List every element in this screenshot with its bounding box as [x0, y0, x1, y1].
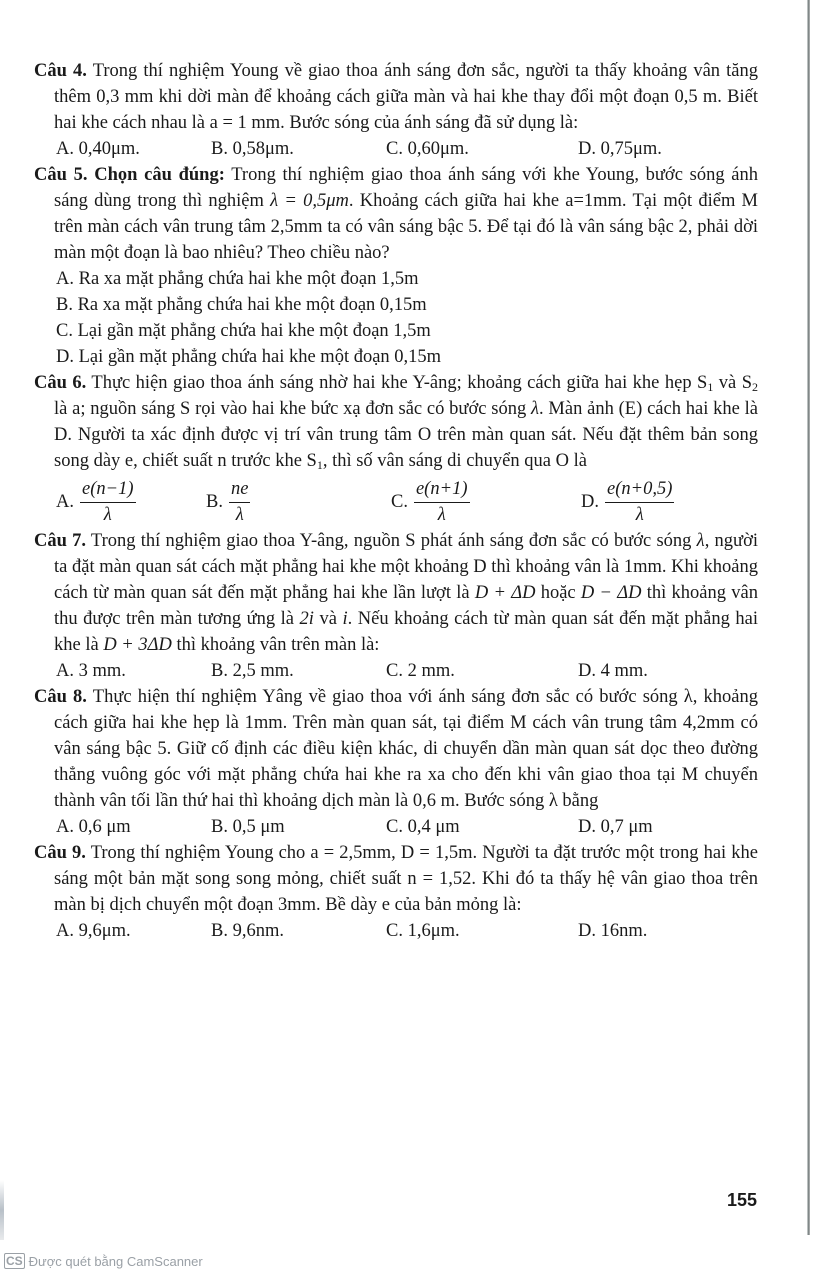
- option-d: D. 0,7 μm: [578, 817, 653, 837]
- denominator: λ: [103, 505, 112, 525]
- scan-page-edge: [807, 0, 810, 1235]
- question-9: [34, 840, 758, 944]
- option-a: A. 9,6μm.: [56, 921, 131, 941]
- question-text: . Khoảng cách giữa hai khe a=1mm. Tại một điểm M trên màn cách vân trung tâm 2,5mm ta có vân sáng bậc 5. Để tại đó là vân sáng bậc 2, phải dời màn một đoạn là bao nhiêu? Theo chiều nào?: [54, 191, 759, 263]
- question-text: Trong thí nghiệm giao thoa Y-âng, nguồn S phát ánh sáng đơn sắc có bước sóng: [90, 531, 697, 551]
- option-b: B. 9,6nm.: [211, 921, 284, 941]
- question-text: và: [313, 609, 343, 629]
- question-text: Trong thí nghiệm Young về giao thoa ánh sáng đơn sắc, người ta thấy khoảng vân tăng thêm 0,3 mm khi dời màn để khoảng cách giữa màn và hai khe thay đổi một đoạn 0,5 m. Biết hai khe cách nhau là a = 1 mm. Bước sóng của ánh sáng đã sử dụng là:: [54, 61, 758, 133]
- subscript: 1: [316, 458, 323, 472]
- math-expression: D + ΔD: [474, 583, 536, 603]
- fraction: [605, 477, 674, 527]
- option-c: C. Lại gần mặt phẳng chứa hai khe một đoạn 1,5m: [56, 321, 431, 341]
- question-text: Thực hiện thí nghiệm Yâng về giao thoa với ánh sáng đơn sắc có bước sóng λ, khoảng cách giữa hai khe hẹp là 1mm. Trên màn quan sát, tại điểm M cách vân trung tâm 4,2mm có vân sáng bậc 5. Giữ cố định các điều kiện khác, di chuyển dần màn quan sát dọc theo đường thẳng vuông góc với mặt phẳng chứa hai khe ra xa cho đến khi vân giao thoa tại M chuyển thành vân tối lần thứ hai thì khoảng dịch màn là 0,6 m. Bước sóng λ bằng: [54, 687, 758, 811]
- numerator: e(n−1): [80, 477, 136, 503]
- math-expression: D + 3ΔD: [103, 635, 172, 655]
- subscript: 1: [707, 380, 714, 394]
- question-text: Trong thí nghiệm giao thoa ánh sáng với khe Young, bước sóng ánh sáng dùng trong thì nghiệm: [54, 165, 759, 211]
- answer-options: [34, 918, 758, 944]
- option-b: B. Ra xa mặt phẳng chứa hai khe một đoạn 0,15m: [56, 295, 427, 315]
- question-text: thì khoảng vân thu được trên màn tương ứng là: [54, 583, 758, 629]
- question-text: . Màn ảnh (E) cách hai khe là D. Người ta xác định được vị trí vân trung tâm O trên màn quan sát. Nếu đặt thêm bản song song dày e, chiết suất n trước khe S: [54, 399, 758, 471]
- lambda-symbol: λ: [696, 531, 705, 551]
- option-b: B. 0,58μm.: [211, 139, 294, 159]
- question-5-body: [34, 162, 758, 266]
- option-a: A. 0,40μm.: [56, 139, 140, 159]
- question-text: , người ta đặt màn quan sát cách mặt phẳng hai khe một khoảng D thì khoảng vân là 1mm. Khi khoảng cách từ màn quan sát đến mặt phẳng hai khe lần lượt là: [54, 531, 758, 603]
- question-6: [34, 370, 758, 528]
- question-text: thì khoảng vân trên màn là:: [171, 635, 380, 655]
- document-content: [34, 58, 758, 944]
- question-text: Thực hiện giao thoa ánh sáng nhờ hai khe Y-âng; khoảng cách giữa hai khe hẹp S: [91, 373, 708, 393]
- camscanner-logo-icon: CS: [6, 1254, 23, 1268]
- question-4: [34, 58, 758, 162]
- math-expression: i: [342, 609, 348, 629]
- denominator: λ: [235, 505, 244, 525]
- page-number: 155: [727, 1190, 758, 1210]
- math-expression: 2i: [299, 609, 314, 629]
- question-text: . Nếu khoảng cách từ màn quan sát đến mặt phẳng hai khe là: [54, 609, 758, 655]
- option-label: B.: [206, 492, 223, 512]
- numerator: e(n+1): [414, 477, 470, 503]
- option-b: [206, 477, 391, 527]
- question-6-body: [34, 370, 758, 474]
- option-d: D. 4 mm.: [578, 661, 648, 681]
- option-c: C. 1,6μm.: [386, 921, 460, 941]
- fraction: [229, 477, 250, 527]
- option-d: D. 16nm.: [578, 921, 648, 941]
- question-8: [34, 684, 758, 840]
- question-number: Câu 7.: [34, 531, 87, 551]
- option-a: A. 0,6 μm: [56, 817, 131, 837]
- question-text: Trong thí nghiệm Young cho a = 2,5mm, D = 1,5m. Người ta đặt trước một trong hai khe sáng một bản mặt song song mỏng, chiết suất n = 1,52. Khi đó ta thấy hệ vân giao thoa trên màn bị dịch chuyển một đoạn 3mm. Bề dày e của bản mỏng là:: [54, 843, 759, 915]
- question-number: Câu 5.: [34, 165, 88, 185]
- option-label: A.: [56, 492, 74, 512]
- question-7-body: [34, 528, 758, 658]
- answer-options: [34, 136, 758, 162]
- option-a: A. Ra xa mặt phẳng chứa hai khe một đoạn 1,5m: [56, 269, 419, 289]
- fraction: [414, 477, 470, 527]
- question-9-body: [34, 840, 758, 918]
- math-expression: λ = 0,5μm: [270, 191, 349, 211]
- option-d: [581, 477, 674, 527]
- lambda-symbol: λ: [531, 399, 540, 419]
- math-expression: D − ΔD: [580, 583, 642, 603]
- question-text: hoặc: [535, 583, 581, 603]
- question-8-body: [34, 684, 758, 814]
- question-7: [34, 528, 758, 684]
- option-label: D.: [581, 492, 599, 512]
- camscanner-watermark: [4, 1253, 203, 1269]
- denominator: λ: [635, 505, 644, 525]
- denominator: λ: [437, 505, 446, 525]
- question-text: , thì số vân sáng di chuyển qua O là: [322, 451, 587, 471]
- fraction: [80, 477, 136, 527]
- question-text: là a; nguồn sáng S rọi vào hai khe bức xạ đơn sắc có bước sóng: [54, 399, 531, 419]
- option-c: C. 2 mm.: [386, 661, 455, 681]
- question-4-body: [34, 58, 758, 136]
- option-c: C. 0,60μm.: [386, 139, 469, 159]
- option-c: C. 0,4 μm: [386, 817, 460, 837]
- question-number: Câu 9.: [34, 843, 86, 863]
- numerator: ne: [229, 477, 250, 503]
- scan-page-edge-left: [0, 1180, 4, 1240]
- watermark-text: Được quét bằng CamScanner: [28, 1253, 203, 1269]
- question-number: Câu 8.: [34, 687, 87, 707]
- subscript: 2: [752, 380, 759, 394]
- option-label: C.: [391, 492, 408, 512]
- option-b: B. 2,5 mm.: [211, 661, 294, 681]
- question-text: và S: [713, 373, 753, 393]
- option-a: [56, 477, 206, 527]
- option-d: D. Lại gần mặt phẳng chứa hai khe một đoạn 0,15m: [56, 347, 442, 367]
- option-b: B. 0,5 μm: [211, 817, 285, 837]
- answer-options: [34, 658, 758, 684]
- question-lead: Chọn câu đúng:: [94, 165, 225, 185]
- option-a: A. 3 mm.: [56, 661, 126, 681]
- answer-options: [34, 814, 758, 840]
- option-d: D. 0,75μm.: [578, 139, 662, 159]
- question-5: [34, 162, 758, 370]
- option-c: [391, 477, 581, 527]
- answer-options: [34, 476, 758, 528]
- question-number: Câu 4.: [34, 61, 87, 81]
- numerator: e(n+0,5): [605, 477, 674, 503]
- question-number: Câu 6.: [34, 373, 87, 393]
